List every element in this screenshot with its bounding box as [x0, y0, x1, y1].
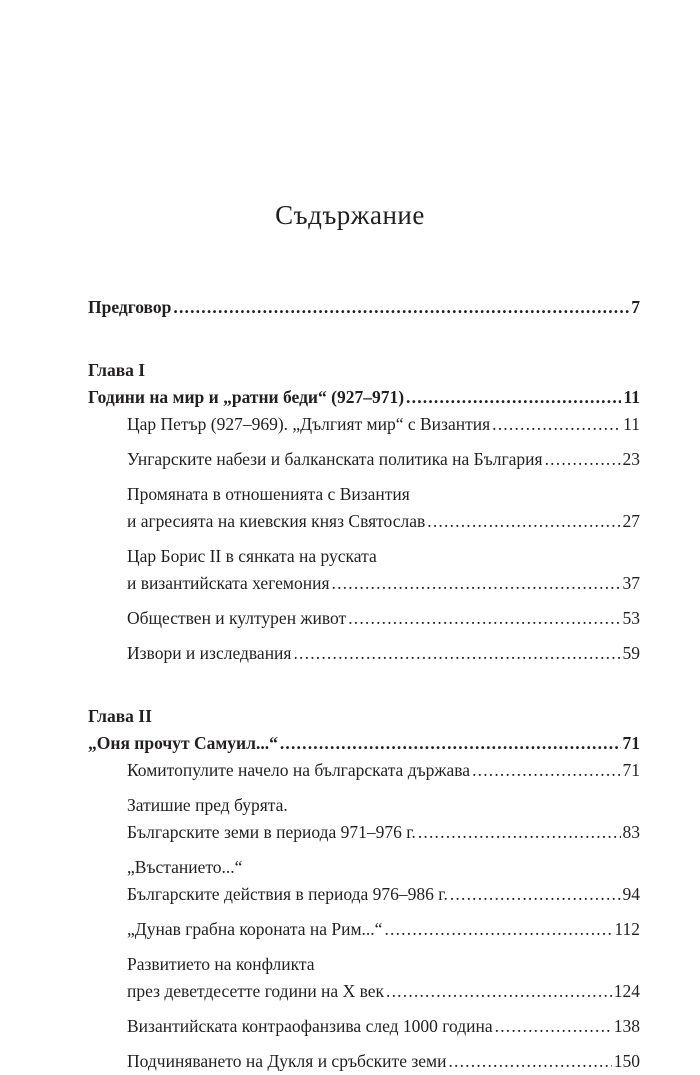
dot-leader — [472, 757, 620, 784]
dot-leader — [418, 819, 621, 846]
section-title-line: „Въстанието...“ — [127, 857, 243, 877]
section-title: Българските действия в периода 976–986 г. — [127, 884, 448, 904]
section-title: Извори и изследвания — [127, 643, 292, 663]
dot-leader — [406, 384, 621, 411]
toc-entry-section[interactable] — [88, 570, 640, 597]
section-title: Комитопулите начело на българската държава — [127, 760, 471, 780]
toc-page-number: 138 — [613, 1016, 640, 1036]
section-title: през деветдесетте години на Х век — [127, 981, 385, 1001]
toc-page-number: 11 — [623, 414, 640, 434]
toc-entry-section[interactable] — [88, 881, 640, 908]
chapter-label: Глава I — [88, 360, 146, 380]
chapter-label: Глава II — [88, 706, 152, 726]
toc-entry-section[interactable] — [88, 1013, 640, 1040]
toc-page-number: 150 — [613, 1051, 640, 1071]
toc-entry-section[interactable] — [88, 757, 640, 784]
toc-entry-label: Предговор — [88, 297, 172, 317]
toc-entry-section[interactable] — [88, 978, 640, 1005]
section-title-line: Затишие пред бурята. — [127, 795, 288, 815]
toc-entry-chapter-title[interactable] — [88, 730, 640, 757]
toc-page-number: 112 — [614, 919, 640, 939]
dot-leader — [495, 1013, 612, 1040]
section-title: и агресията на киевския княз Святослав — [127, 511, 426, 531]
dot-leader — [173, 294, 629, 321]
chapter-title: Години на мир и „ратни беди“ (927–971) — [88, 387, 405, 407]
toc-page-number: 7 — [631, 297, 640, 317]
toc-page-number: 71 — [622, 760, 640, 780]
dot-leader — [492, 411, 621, 438]
section-title: Цар Петър (927–969). „Дългият мир“ с Византия — [127, 414, 491, 434]
section-title: Византийската контраофанзива след 1000 година — [127, 1016, 493, 1036]
section-title-line: Цар Борис II в сянката на руската — [127, 546, 377, 566]
section-title: Българските земи в периода 971–976 г. — [127, 822, 416, 842]
toc-entry-section[interactable] — [88, 640, 640, 667]
section-title: „Дунав грабна короната на Рим...“ — [127, 919, 383, 939]
dot-leader — [448, 1048, 611, 1075]
toc-page-number: 59 — [622, 643, 640, 663]
toc-page-number: 71 — [622, 733, 640, 753]
toc-page-number: 53 — [622, 608, 640, 628]
toc-entry-section[interactable] — [88, 508, 640, 535]
toc-entry-section[interactable] — [88, 411, 640, 438]
section-title-line: Промяната в отношенията с Византия — [127, 484, 410, 504]
toc-entry-section[interactable] — [88, 605, 640, 632]
toc-entry-section[interactable] — [88, 446, 640, 473]
chapter-title: „Оня прочут Самуил...“ — [88, 733, 278, 753]
dot-leader — [384, 916, 612, 943]
toc-page-number: 124 — [613, 981, 640, 1001]
dot-leader — [427, 508, 620, 535]
dot-leader — [332, 570, 621, 597]
toc-entry-section[interactable] — [88, 819, 640, 846]
section-title: Обществен и културен живот — [127, 608, 347, 628]
dot-leader — [348, 605, 620, 632]
section-title: Подчиняването на Дукля и сръбските земи — [127, 1051, 447, 1071]
section-title: и византийската хегемония — [127, 573, 330, 593]
dot-leader — [545, 446, 621, 473]
dot-leader — [386, 978, 612, 1005]
page-title: Съдържание — [275, 200, 425, 230]
toc-entry-chapter-title[interactable] — [88, 384, 640, 411]
toc-page-number: 94 — [622, 884, 640, 904]
dot-leader — [450, 881, 621, 908]
dot-leader — [293, 640, 620, 667]
toc-page-number: 27 — [622, 511, 640, 531]
toc-page-number: 23 — [622, 449, 640, 469]
toc-entry-preface[interactable] — [88, 294, 640, 321]
toc-entry-section[interactable] — [88, 1048, 640, 1075]
toc-entry-section[interactable] — [88, 916, 640, 943]
toc-page-number: 37 — [622, 573, 640, 593]
table-of-contents — [88, 294, 640, 1075]
toc-page-number: 83 — [622, 822, 640, 842]
section-title: Унгарските набези и балканската политика на България — [127, 449, 543, 469]
dot-leader — [280, 730, 621, 757]
section-title-line: Развитието на конфликта — [127, 954, 315, 974]
toc-page-number: 11 — [623, 387, 640, 407]
